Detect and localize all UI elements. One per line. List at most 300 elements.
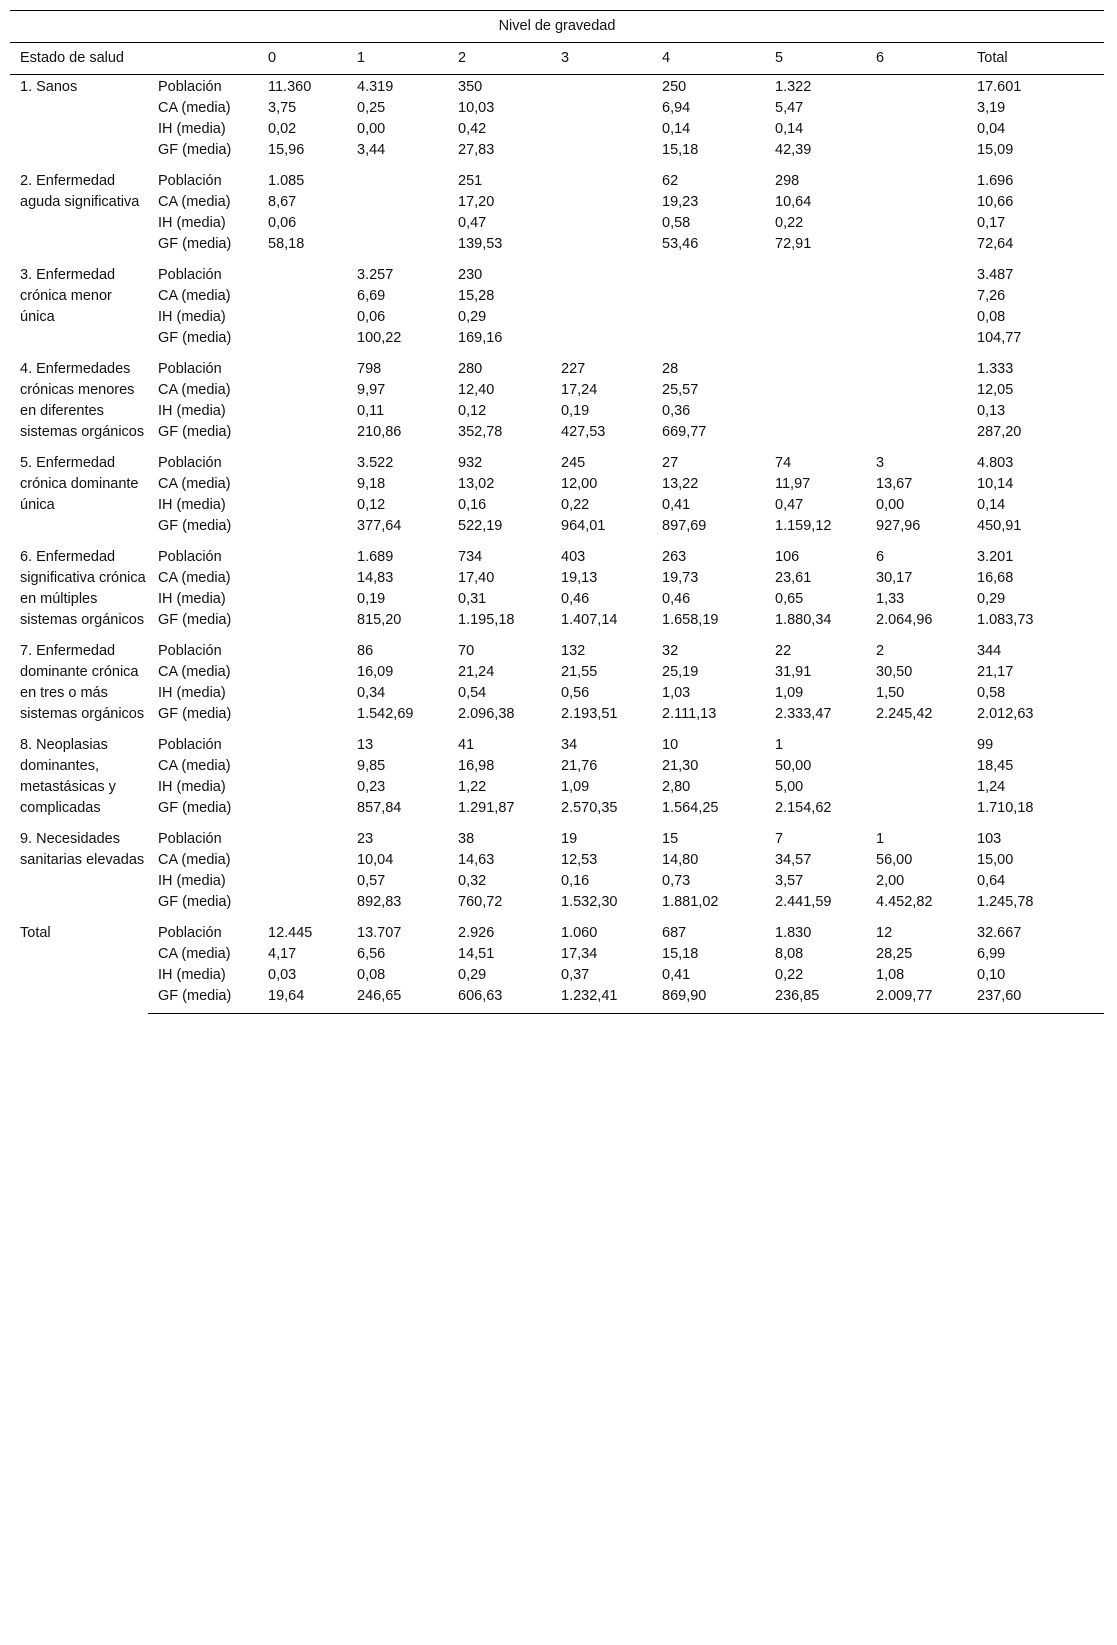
table-row bbox=[10, 140, 1104, 169]
level-0-cell bbox=[258, 610, 347, 639]
total-cell: 0,08 bbox=[977, 309, 1006, 325]
level-3-cell: 12,53 bbox=[561, 852, 598, 868]
metric-label: IH (media) bbox=[158, 309, 226, 325]
level-6-cell bbox=[866, 422, 967, 451]
table-row bbox=[10, 451, 1104, 474]
level-1-cell: 23 bbox=[357, 831, 374, 847]
metric-label: GF (media) bbox=[158, 612, 232, 628]
metric-label: GF (media) bbox=[158, 894, 232, 910]
level-4-cell: 27 bbox=[662, 455, 679, 471]
level-3-cell: 21,76 bbox=[561, 758, 598, 774]
level-0-cell bbox=[258, 683, 347, 704]
total-cell: 0,58 bbox=[977, 685, 1006, 701]
metric-label: CA (media) bbox=[158, 664, 231, 680]
level-0-cell: 0,03 bbox=[268, 967, 297, 983]
level-5-cell bbox=[765, 401, 866, 422]
level-3-cell bbox=[551, 328, 652, 357]
metric-label: Población bbox=[158, 831, 222, 847]
level-6-cell bbox=[866, 357, 967, 380]
level-2-cell: 12,40 bbox=[458, 382, 495, 398]
col-header-level-2: 2 bbox=[448, 43, 551, 75]
total-cell: 72,64 bbox=[977, 236, 1014, 252]
total-cell: 10,14 bbox=[977, 476, 1014, 492]
level-4-cell: 13,22 bbox=[662, 476, 699, 492]
level-0-cell bbox=[258, 871, 347, 892]
level-0-cell bbox=[258, 328, 347, 357]
level-4-cell: 2,80 bbox=[662, 779, 691, 795]
level-2-cell: 13,02 bbox=[458, 476, 495, 492]
level-2-cell: 169,16 bbox=[458, 330, 503, 346]
level-0-cell bbox=[258, 545, 347, 568]
level-1-cell: 0,23 bbox=[357, 779, 386, 795]
level-1-cell: 9,18 bbox=[357, 476, 386, 492]
level-5-cell: 50,00 bbox=[775, 758, 812, 774]
level-5-cell: 106 bbox=[775, 549, 800, 565]
level-1-cell: 100,22 bbox=[357, 330, 402, 346]
level-0-cell bbox=[258, 798, 347, 827]
metric-label: IH (media) bbox=[158, 591, 226, 607]
table-row bbox=[10, 892, 1104, 921]
level-4-cell: 897,69 bbox=[662, 518, 707, 534]
table-row bbox=[10, 683, 1104, 704]
metric-label: GF (media) bbox=[158, 142, 232, 158]
level-0-cell bbox=[258, 777, 347, 798]
total-cell: 7,26 bbox=[977, 288, 1006, 304]
table-row bbox=[10, 798, 1104, 827]
total-cell: 21,17 bbox=[977, 664, 1014, 680]
level-1-cell bbox=[347, 234, 448, 263]
table-row bbox=[10, 98, 1104, 119]
level-3-cell: 1.407,14 bbox=[561, 612, 618, 628]
level-5-cell: 298 bbox=[775, 173, 800, 189]
level-5-cell bbox=[765, 357, 866, 380]
table-row bbox=[10, 921, 1104, 944]
table-row bbox=[10, 986, 1104, 1014]
level-0-cell: 0,02 bbox=[268, 121, 297, 137]
table-row bbox=[10, 380, 1104, 401]
level-1-cell bbox=[347, 192, 448, 213]
level-1-cell: 0,12 bbox=[357, 497, 386, 513]
level-4-cell: 0,46 bbox=[662, 591, 691, 607]
total-cell: 6,99 bbox=[977, 946, 1006, 962]
table-row bbox=[10, 474, 1104, 495]
metric-label: CA (media) bbox=[158, 852, 231, 868]
level-4-cell: 0,41 bbox=[662, 967, 691, 983]
level-2-cell: 14,51 bbox=[458, 946, 495, 962]
total-cell: 287,20 bbox=[977, 424, 1022, 440]
total-cell: 344 bbox=[977, 643, 1002, 659]
level-0-cell bbox=[258, 639, 347, 662]
level-4-cell bbox=[652, 328, 765, 357]
health-state-label: 7. Enfermedad dominante crónica en tres o más sistemas orgánicos bbox=[20, 643, 145, 722]
level-6-cell bbox=[866, 798, 967, 827]
level-6-cell bbox=[866, 286, 967, 307]
level-5-cell bbox=[765, 286, 866, 307]
level-3-cell bbox=[551, 263, 652, 286]
table-row bbox=[10, 568, 1104, 589]
level-3-cell: 245 bbox=[561, 455, 586, 471]
level-0-cell bbox=[258, 422, 347, 451]
level-6-cell: 1,33 bbox=[876, 591, 905, 607]
level-0-cell bbox=[258, 380, 347, 401]
level-3-cell: 0,16 bbox=[561, 873, 590, 889]
table-row bbox=[10, 850, 1104, 871]
level-4-cell: 62 bbox=[662, 173, 679, 189]
metric-label: CA (media) bbox=[158, 382, 231, 398]
level-6-cell: 1,08 bbox=[876, 967, 905, 983]
level-6-cell: 2.009,77 bbox=[866, 986, 967, 1014]
level-6-cell: 1,50 bbox=[876, 685, 905, 701]
total-cell: 104,77 bbox=[977, 330, 1022, 346]
metric-label: Población bbox=[158, 737, 222, 753]
level-2-cell: 932 bbox=[458, 455, 483, 471]
total-cell: 0,29 bbox=[977, 591, 1006, 607]
super-header-row bbox=[10, 11, 1104, 43]
level-6-cell bbox=[866, 140, 967, 169]
level-6-cell: 30,50 bbox=[876, 664, 913, 680]
level-5-cell: 0,22 bbox=[775, 215, 804, 231]
total-cell: 32.667 bbox=[977, 925, 1022, 941]
level-4-cell bbox=[652, 263, 765, 286]
level-5-cell: 1 bbox=[775, 737, 784, 753]
level-1-cell: 9,85 bbox=[357, 758, 386, 774]
total-cell: 1.333 bbox=[977, 361, 1014, 377]
metric-label: GF (media) bbox=[158, 800, 232, 816]
health-state-label: Total bbox=[20, 925, 51, 941]
metric-label: CA (media) bbox=[158, 288, 231, 304]
level-4-cell: 15,18 bbox=[662, 142, 699, 158]
level-6-cell bbox=[866, 169, 967, 192]
level-3-cell bbox=[551, 75, 652, 99]
level-3-cell: 132 bbox=[561, 643, 586, 659]
level-2-cell: 38 bbox=[458, 831, 475, 847]
level-5-cell: 22 bbox=[775, 643, 792, 659]
metric-label: IH (media) bbox=[158, 779, 226, 795]
level-5-cell: 3,57 bbox=[775, 873, 804, 889]
level-6-cell: 4.452,82 bbox=[876, 894, 933, 910]
level-2-cell: 0,32 bbox=[458, 873, 487, 889]
level-1-cell: 6,56 bbox=[357, 946, 386, 962]
level-0-cell: 58,18 bbox=[268, 236, 305, 252]
level-5-cell: 5,47 bbox=[775, 100, 804, 116]
metric-label: GF (media) bbox=[158, 518, 232, 534]
metric-label: Población bbox=[158, 549, 222, 565]
level-5-cell: 1.322 bbox=[775, 79, 812, 95]
level-5-cell: 74 bbox=[775, 455, 792, 471]
total-cell: 1.696 bbox=[977, 173, 1014, 189]
level-2-cell: 1,22 bbox=[458, 779, 487, 795]
level-6-cell bbox=[866, 98, 967, 119]
total-cell: 1.245,78 bbox=[977, 894, 1034, 910]
level-3-cell: 17,24 bbox=[561, 382, 598, 398]
level-2-cell: 139,53 bbox=[458, 236, 503, 252]
level-4-cell: 53,46 bbox=[662, 236, 699, 252]
level-5-cell: 7 bbox=[775, 831, 784, 847]
total-cell: 0,13 bbox=[977, 403, 1006, 419]
metric-label: IH (media) bbox=[158, 497, 226, 513]
table-row bbox=[10, 944, 1104, 965]
level-3-cell: 0,56 bbox=[561, 685, 590, 701]
total-cell: 0,17 bbox=[977, 215, 1006, 231]
level-6-cell: 13,67 bbox=[876, 476, 913, 492]
level-1-cell: 246,65 bbox=[347, 986, 448, 1014]
level-0-cell: 0,06 bbox=[268, 215, 297, 231]
table-row bbox=[10, 119, 1104, 140]
level-6-cell bbox=[866, 119, 967, 140]
total-cell: 0,14 bbox=[977, 497, 1006, 513]
level-5-cell: 1.880,34 bbox=[775, 612, 832, 628]
level-3-cell: 0,46 bbox=[561, 591, 590, 607]
level-0-cell: 4,17 bbox=[268, 946, 297, 962]
level-6-cell bbox=[866, 263, 967, 286]
total-cell: 237,60 bbox=[967, 986, 1104, 1014]
level-4-cell: 1.881,02 bbox=[662, 894, 719, 910]
level-2-cell: 522,19 bbox=[458, 518, 503, 534]
level-2-cell: 606,63 bbox=[448, 986, 551, 1014]
level-4-cell: 0,14 bbox=[662, 121, 691, 137]
level-2-cell: 0,12 bbox=[458, 403, 487, 419]
level-2-cell: 27,83 bbox=[458, 142, 495, 158]
level-0-cell bbox=[258, 286, 347, 307]
metric-label: CA (media) bbox=[158, 946, 231, 962]
total-cell: 450,91 bbox=[977, 518, 1022, 534]
level-0-cell bbox=[258, 589, 347, 610]
level-4-cell: 1.658,19 bbox=[662, 612, 719, 628]
level-3-cell: 1,09 bbox=[561, 779, 590, 795]
metric-label: IH (media) bbox=[158, 685, 226, 701]
level-3-cell: 403 bbox=[561, 549, 586, 565]
level-2-cell: 0,47 bbox=[458, 215, 487, 231]
level-6-cell: 2,00 bbox=[876, 873, 905, 889]
table-row bbox=[10, 704, 1104, 733]
table-container bbox=[10, 10, 1104, 1014]
level-5-cell: 1,09 bbox=[775, 685, 804, 701]
level-0-cell: 11.360 bbox=[268, 79, 312, 95]
level-6-cell: 1 bbox=[876, 831, 885, 847]
level-3-cell: 427,53 bbox=[561, 424, 606, 440]
level-4-cell: 263 bbox=[662, 549, 687, 565]
level-2-cell: 350 bbox=[458, 79, 483, 95]
total-cell: 4.803 bbox=[977, 455, 1014, 471]
level-4-cell: 2.111,13 bbox=[662, 706, 717, 722]
level-4-cell: 869,90 bbox=[652, 986, 765, 1014]
level-0-cell bbox=[258, 568, 347, 589]
total-cell: 15,09 bbox=[977, 142, 1014, 158]
table-row bbox=[10, 777, 1104, 798]
level-1-cell: 0,34 bbox=[357, 685, 386, 701]
level-6-cell bbox=[866, 401, 967, 422]
health-state-label: 6. Enfermedad significativa crónica en múltiples sistemas orgánicos bbox=[20, 549, 146, 628]
level-4-cell: 250 bbox=[662, 79, 687, 95]
level-6-cell bbox=[866, 192, 967, 213]
level-4-cell: 15 bbox=[662, 831, 679, 847]
level-1-cell: 16,09 bbox=[357, 664, 394, 680]
level-5-cell: 2.333,47 bbox=[775, 706, 832, 722]
level-5-cell: 0,14 bbox=[775, 121, 804, 137]
table-row bbox=[10, 286, 1104, 307]
level-1-cell: 6,69 bbox=[357, 288, 386, 304]
metric-label: GF (media) bbox=[148, 986, 258, 1014]
level-3-cell: 0,37 bbox=[561, 967, 590, 983]
total-cell: 18,45 bbox=[977, 758, 1014, 774]
level-1-cell: 3,44 bbox=[357, 142, 386, 158]
level-4-cell: 14,80 bbox=[662, 852, 699, 868]
level-5-cell: 5,00 bbox=[775, 779, 804, 795]
col-header-state: Estado de salud bbox=[10, 43, 148, 75]
level-4-cell: 1,03 bbox=[662, 685, 691, 701]
level-4-cell: 0,36 bbox=[662, 403, 691, 419]
level-2-cell: 14,63 bbox=[458, 852, 495, 868]
metric-label: Población bbox=[158, 643, 222, 659]
metric-label: GF (media) bbox=[158, 424, 232, 440]
total-cell: 0,04 bbox=[977, 121, 1006, 137]
level-2-cell: 21,24 bbox=[458, 664, 495, 680]
level-5-cell: 72,91 bbox=[775, 236, 812, 252]
level-2-cell: 1.195,18 bbox=[458, 612, 515, 628]
table-row bbox=[10, 401, 1104, 422]
level-4-cell bbox=[652, 307, 765, 328]
health-state-label: 2. Enfermedad aguda significativa bbox=[20, 173, 140, 210]
level-6-cell: 3 bbox=[876, 455, 885, 471]
table-row bbox=[10, 75, 1104, 99]
level-2-cell: 1.291,87 bbox=[458, 800, 515, 816]
level-2-cell: 41 bbox=[458, 737, 475, 753]
level-2-cell: 760,72 bbox=[458, 894, 503, 910]
level-1-cell: 210,86 bbox=[357, 424, 402, 440]
level-5-cell bbox=[765, 422, 866, 451]
table-row bbox=[10, 639, 1104, 662]
level-4-cell: 19,23 bbox=[662, 194, 699, 210]
level-0-cell bbox=[258, 733, 347, 756]
level-4-cell: 0,58 bbox=[662, 215, 691, 231]
level-0-cell: 12.445 bbox=[268, 925, 313, 941]
level-1-cell: 892,83 bbox=[357, 894, 402, 910]
metric-label: Población bbox=[158, 925, 222, 941]
level-0-cell bbox=[258, 892, 347, 921]
level-3-cell: 964,01 bbox=[561, 518, 606, 534]
level-5-cell: 23,61 bbox=[775, 570, 812, 586]
total-cell: 17.601 bbox=[977, 79, 1022, 95]
total-cell: 3.201 bbox=[977, 549, 1014, 565]
total-cell: 3,19 bbox=[977, 100, 1006, 116]
metric-label: IH (media) bbox=[158, 121, 226, 137]
metric-label: IH (media) bbox=[158, 967, 226, 983]
table-row bbox=[10, 357, 1104, 380]
level-6-cell: 56,00 bbox=[876, 852, 913, 868]
level-2-cell: 17,20 bbox=[458, 194, 495, 210]
level-3-cell: 34 bbox=[561, 737, 578, 753]
total-cell: 16,68 bbox=[977, 570, 1014, 586]
level-1-cell: 377,64 bbox=[357, 518, 402, 534]
table-row bbox=[10, 610, 1104, 639]
total-cell: 103 bbox=[977, 831, 1002, 847]
level-3-cell: 227 bbox=[561, 361, 586, 377]
level-5-cell bbox=[765, 263, 866, 286]
metric-label: GF (media) bbox=[158, 330, 232, 346]
level-2-cell: 0,31 bbox=[458, 591, 487, 607]
level-6-cell: 2.245,42 bbox=[876, 706, 933, 722]
level-3-cell bbox=[551, 119, 652, 140]
level-0-cell bbox=[258, 704, 347, 733]
table-row bbox=[10, 495, 1104, 516]
level-3-cell: 0,19 bbox=[561, 403, 590, 419]
severity-table bbox=[10, 10, 1104, 1014]
metric-label: GF (media) bbox=[158, 706, 232, 722]
level-2-cell: 0,29 bbox=[458, 309, 487, 325]
table-body bbox=[10, 75, 1104, 1014]
health-state-label: 1. Sanos bbox=[20, 79, 78, 95]
level-6-cell bbox=[866, 777, 967, 798]
table-row bbox=[10, 545, 1104, 568]
level-3-cell: 21,55 bbox=[561, 664, 598, 680]
level-6-cell bbox=[866, 75, 967, 99]
level-4-cell: 669,77 bbox=[662, 424, 707, 440]
level-0-cell bbox=[258, 357, 347, 380]
level-5-cell: 0,22 bbox=[775, 967, 804, 983]
level-1-cell: 0,19 bbox=[357, 591, 386, 607]
metric-label: IH (media) bbox=[158, 873, 226, 889]
level-3-cell bbox=[551, 192, 652, 213]
level-6-cell bbox=[866, 733, 967, 756]
col-header-level-1: 1 bbox=[347, 43, 448, 75]
level-3-cell: 2.570,35 bbox=[561, 800, 618, 816]
level-2-cell: 734 bbox=[458, 549, 483, 565]
level-1-cell: 13.707 bbox=[357, 925, 402, 941]
metric-label: Población bbox=[158, 361, 222, 377]
level-1-cell: 3.257 bbox=[357, 267, 394, 283]
level-4-cell: 21,30 bbox=[662, 758, 699, 774]
level-2-cell: 2.096,38 bbox=[458, 706, 515, 722]
level-6-cell: 2.064,96 bbox=[876, 612, 933, 628]
metric-label: Población bbox=[158, 79, 222, 95]
table-row bbox=[10, 328, 1104, 357]
level-3-cell: 19,13 bbox=[561, 570, 598, 586]
level-6-cell: 0,00 bbox=[876, 497, 905, 513]
level-4-cell: 19,73 bbox=[662, 570, 699, 586]
level-1-cell: 0,11 bbox=[357, 403, 385, 419]
level-1-cell: 0,57 bbox=[357, 873, 386, 889]
level-3-cell: 1.532,30 bbox=[561, 894, 618, 910]
level-3-cell: 17,34 bbox=[561, 946, 598, 962]
level-2-cell: 230 bbox=[458, 267, 483, 283]
level-0-cell: 8,67 bbox=[268, 194, 297, 210]
level-0-cell bbox=[258, 850, 347, 871]
level-1-cell: 1.689 bbox=[357, 549, 394, 565]
level-6-cell bbox=[866, 307, 967, 328]
level-3-cell bbox=[551, 140, 652, 169]
level-6-cell: 6 bbox=[876, 549, 885, 565]
metric-label: IH (media) bbox=[158, 403, 226, 419]
level-5-cell: 42,39 bbox=[775, 142, 812, 158]
health-state-label: 8. Neoplasias dominantes, metastásicas y complicadas bbox=[20, 737, 116, 816]
level-1-cell: 0,25 bbox=[357, 100, 386, 116]
level-6-cell bbox=[866, 328, 967, 357]
level-1-cell bbox=[347, 169, 448, 192]
table-row bbox=[10, 662, 1104, 683]
level-5-cell: 1.830 bbox=[775, 925, 812, 941]
level-1-cell: 4.319 bbox=[357, 79, 394, 95]
level-5-cell: 10,64 bbox=[775, 194, 812, 210]
level-2-cell: 251 bbox=[458, 173, 483, 189]
level-5-cell: 2.154,62 bbox=[775, 800, 832, 816]
level-3-cell bbox=[551, 286, 652, 307]
total-cell: 2.012,63 bbox=[977, 706, 1034, 722]
level-3-cell bbox=[551, 213, 652, 234]
level-5-cell: 11,97 bbox=[775, 476, 811, 492]
level-4-cell: 0,73 bbox=[662, 873, 691, 889]
level-2-cell: 0,29 bbox=[458, 967, 487, 983]
table-row bbox=[10, 589, 1104, 610]
